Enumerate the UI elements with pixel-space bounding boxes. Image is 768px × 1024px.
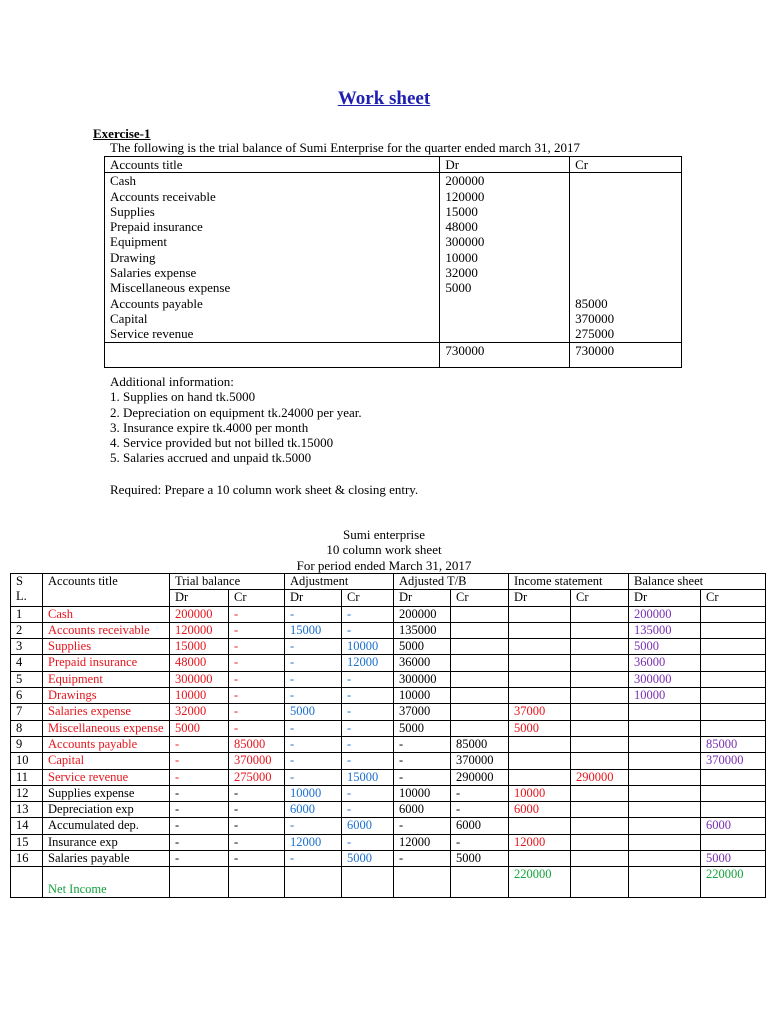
- worksheet-cell-adj-cr: -: [342, 802, 394, 818]
- worksheet-cell-sl: 2: [11, 622, 43, 638]
- worksheet-cell-title: Depreciation exp: [43, 802, 170, 818]
- worksheet-cell-tb-cr: -: [229, 785, 285, 801]
- worksheet-cell-atb-dr: 200000: [394, 606, 451, 622]
- worksheet-cell-is-cr: [571, 851, 629, 867]
- worksheet-cell-is-cr: 290000: [571, 769, 629, 785]
- dr-header: Dr: [509, 590, 571, 606]
- additional-heading: Additional information:: [110, 374, 234, 389]
- worksheet-cell-tb-cr: -: [229, 622, 285, 638]
- worksheet-cell-atb-dr: -: [394, 753, 451, 769]
- net-income-cell-adj-dr: [285, 867, 342, 898]
- worksheet-cell-title: Supplies: [43, 639, 170, 655]
- tb-cr-list: [570, 173, 682, 342]
- balance-sheet-group-header: Balance sheet: [629, 574, 766, 590]
- worksheet-cell-adj-dr: -: [285, 769, 342, 785]
- worksheet-cell-bs-dr: [629, 785, 701, 801]
- worksheet-cell-atb-dr: 37000: [394, 704, 451, 720]
- trial-balance-header-row: [105, 157, 682, 173]
- net-income-cell-is-cr: [571, 867, 629, 898]
- worksheet-cell-tb-cr: -: [229, 802, 285, 818]
- trial-balance-table: [104, 156, 682, 368]
- worksheet-cell-atb-cr: [451, 639, 509, 655]
- additional-item: 4. Service provided but not billed tk.15000: [110, 435, 334, 451]
- cr-header: Cr: [451, 590, 509, 606]
- worksheet-cell-title: Cash: [43, 606, 170, 622]
- cr-header: Cr: [571, 590, 629, 606]
- worksheet-cell-bs-dr: [629, 769, 701, 785]
- worksheet-cell-sl: 14: [11, 818, 43, 834]
- worksheet-cell-is-cr: [571, 606, 629, 622]
- tb-dr-value: 120000: [445, 188, 485, 204]
- worksheet-cell-bs-dr: 36000: [629, 655, 701, 671]
- tb-header-cr: Cr: [570, 157, 682, 173]
- worksheet-row: [11, 818, 766, 834]
- worksheet-cell-atb-cr: [451, 671, 509, 687]
- tb-header-accounts: Accounts title: [105, 157, 440, 173]
- worksheet-cell-sl: 15: [11, 834, 43, 850]
- worksheet-cell-is-cr: [571, 818, 629, 834]
- trial-balance-group-header: Trial balance: [170, 574, 285, 590]
- worksheet-cell-tb-cr: -: [229, 655, 285, 671]
- worksheet-cell-tb-cr: -: [229, 851, 285, 867]
- worksheet-cell-bs-cr: [701, 655, 766, 671]
- worksheet-cell-adj-cr: 6000: [342, 818, 394, 834]
- accounts-title-header: Accounts title: [43, 574, 170, 607]
- worksheet-cell-atb-cr: -: [451, 802, 509, 818]
- worksheet-subtitle: 10 column work sheet: [326, 542, 442, 558]
- worksheet-group-header-row: [11, 574, 766, 590]
- worksheet-cell-is-cr: [571, 655, 629, 671]
- worksheet-cell-atb-dr: 36000: [394, 655, 451, 671]
- worksheet-cell-bs-dr: [629, 802, 701, 818]
- worksheet-cell-atb-dr: 300000: [394, 671, 451, 687]
- worksheet-cell-atb-cr: -: [451, 785, 509, 801]
- worksheet-cell-tb-cr: 85000: [229, 736, 285, 752]
- worksheet-cell-sl: 9: [11, 736, 43, 752]
- worksheet-row: [11, 671, 766, 687]
- tb-cr-value: 85000: [575, 295, 608, 311]
- worksheet-cell-atb-dr: 135000: [394, 622, 451, 638]
- worksheet-cell-is-dr: [509, 851, 571, 867]
- worksheet-cell-sl: 13: [11, 802, 43, 818]
- worksheet-cell-is-dr: 37000: [509, 704, 571, 720]
- worksheet-cell-tb-dr: -: [170, 736, 229, 752]
- worksheet-cell-tb-cr: -: [229, 639, 285, 655]
- worksheet-cell-is-cr: [571, 785, 629, 801]
- worksheet-cell-tb-cr: 275000: [229, 769, 285, 785]
- tb-account: Drawing: [110, 249, 156, 265]
- worksheet-cell-title: Accumulated dep.: [43, 818, 170, 834]
- worksheet-cell-is-cr: [571, 704, 629, 720]
- worksheet-cell-bs-cr: 6000: [701, 818, 766, 834]
- worksheet-cell-title: Service revenue: [43, 769, 170, 785]
- worksheet-cell-adj-dr: 15000: [285, 622, 342, 638]
- worksheet-cell-atb-dr: -: [394, 851, 451, 867]
- worksheet-cell-tb-dr: 10000: [170, 688, 229, 704]
- worksheet-cell-adj-dr: 10000: [285, 785, 342, 801]
- additional-item: 1. Supplies on hand tk.5000: [110, 389, 256, 405]
- worksheet-cell-atb-dr: -: [394, 736, 451, 752]
- dr-header: Dr: [285, 590, 342, 606]
- worksheet-cell-tb-dr: 15000: [170, 639, 229, 655]
- worksheet-row: [11, 834, 766, 850]
- worksheet-cell-tb-dr: -: [170, 818, 229, 834]
- worksheet-cell-atb-cr: 6000: [451, 818, 509, 834]
- worksheet-cell-bs-dr: [629, 704, 701, 720]
- dr-header: Dr: [629, 590, 701, 606]
- exercise-label: Exercise-1: [93, 126, 151, 141]
- worksheet-cell-tb-cr: -: [229, 671, 285, 687]
- worksheet-cell-atb-cr: 85000: [451, 736, 509, 752]
- worksheet-cell-adj-cr: 5000: [342, 851, 394, 867]
- worksheet-period: For period ended March 31, 2017: [296, 557, 472, 573]
- worksheet-cell-is-dr: [509, 736, 571, 752]
- tb-dr-value: 15000: [445, 203, 478, 219]
- worksheet-cell-atb-dr: 10000: [394, 785, 451, 801]
- worksheet-cell-adj-dr: -: [285, 655, 342, 671]
- page-title: Work sheet: [337, 88, 431, 109]
- trial-balance-total-row: [105, 342, 682, 367]
- worksheet-row: [11, 785, 766, 801]
- worksheet-cell-tb-dr: 5000: [170, 720, 229, 736]
- worksheet-cell-sl: 8: [11, 720, 43, 736]
- tb-account: Salaries expense: [110, 265, 197, 281]
- cr-header: Cr: [701, 590, 766, 606]
- worksheet-cell-tb-dr: 120000: [170, 622, 229, 638]
- tb-account: Supplies: [110, 203, 155, 219]
- worksheet-cell-sl: 3: [11, 639, 43, 655]
- worksheet-cell-adj-dr: -: [285, 688, 342, 704]
- tb-dr-value: 300000: [445, 234, 485, 250]
- adjustment-group-header: Adjustment: [285, 574, 394, 590]
- worksheet-cell-title: Equipment: [43, 671, 170, 687]
- worksheet-cell-adj-dr: 12000: [285, 834, 342, 850]
- worksheet-cell-bs-dr: 200000: [629, 606, 701, 622]
- worksheet-cell-bs-cr: [701, 622, 766, 638]
- worksheet-cell-title: Insurance exp: [43, 834, 170, 850]
- income-statement-group-header: Income statement: [509, 574, 629, 590]
- worksheet-cell-sl: 6: [11, 688, 43, 704]
- worksheet-cell-adj-dr: -: [285, 736, 342, 752]
- worksheet-row: [11, 639, 766, 655]
- worksheet-cell-tb-dr: -: [170, 753, 229, 769]
- worksheet-cell-sl: 10: [11, 753, 43, 769]
- worksheet-cell-bs-dr: [629, 851, 701, 867]
- worksheet-cell-sl: 11: [11, 769, 43, 785]
- worksheet-cell-sl: 7: [11, 704, 43, 720]
- worksheet-cell-sl: 16: [11, 851, 43, 867]
- worksheet-cell-adj-cr: 15000: [342, 769, 394, 785]
- worksheet-cell-bs-dr: [629, 753, 701, 769]
- worksheet-cell-title: Miscellaneous expense: [43, 720, 170, 736]
- worksheet-cell-is-dr: [509, 639, 571, 655]
- worksheet-cell-adj-dr: -: [285, 606, 342, 622]
- tb-account: Accounts receivable: [110, 188, 216, 204]
- tb-dr-list: [440, 173, 570, 342]
- worksheet-cell-bs-cr: [701, 785, 766, 801]
- worksheet-cell-tb-dr: 200000: [170, 606, 229, 622]
- worksheet-cell-is-cr: [571, 720, 629, 736]
- worksheet-cell-tb-dr: -: [170, 802, 229, 818]
- worksheet-cell-adj-cr: -: [342, 834, 394, 850]
- tb-dr-value: 32000: [445, 265, 478, 281]
- tb-account: Capital: [110, 310, 148, 326]
- worksheet-cell-bs-cr: 370000: [701, 753, 766, 769]
- additional-item: 2. Depreciation on equipment tk.24000 per year.: [110, 404, 362, 420]
- worksheet-cell-adj-dr: 6000: [285, 802, 342, 818]
- net-income-cell-tb-cr: [229, 867, 285, 898]
- worksheet-cell-tb-dr: -: [170, 785, 229, 801]
- tb-account: Accounts payable: [110, 295, 203, 311]
- dr-header: Dr: [170, 590, 229, 606]
- required-text: Required: Prepare a 10 column work sheet & closing entry.: [110, 482, 419, 497]
- tb-dr-value: 200000: [445, 173, 485, 189]
- worksheet-cell-is-cr: [571, 639, 629, 655]
- tb-total-cr: 730000: [570, 342, 682, 367]
- tb-dr-value: 5000: [445, 280, 472, 296]
- additional-information: [110, 374, 362, 466]
- net-income-cell-adj-cr: [342, 867, 394, 898]
- tb-dr-value: 10000: [445, 249, 478, 265]
- worksheet-cell-sl: 4: [11, 655, 43, 671]
- worksheet-cell-is-dr: [509, 688, 571, 704]
- worksheet-cell-bs-dr: 300000: [629, 671, 701, 687]
- worksheet-cell-tb-cr: -: [229, 834, 285, 850]
- worksheet-cell-atb-cr: [451, 704, 509, 720]
- worksheet-cell-is-dr: 10000: [509, 785, 571, 801]
- worksheet-cell-tb-cr: -: [229, 818, 285, 834]
- worksheet-cell-title: Accounts receivable: [43, 622, 170, 638]
- worksheet-row: [11, 720, 766, 736]
- tb-accounts-list: [105, 173, 440, 342]
- worksheet-cell-is-dr: 6000: [509, 802, 571, 818]
- worksheet-cell-bs-dr: 5000: [629, 639, 701, 655]
- worksheet-cell-tb-cr: -: [229, 704, 285, 720]
- sl-header: S L.: [11, 574, 43, 607]
- worksheet-cell-adj-cr: 12000: [342, 655, 394, 671]
- worksheet-cell-atb-cr: -: [451, 834, 509, 850]
- tb-cr-value: 275000: [575, 326, 615, 342]
- worksheet-cell-is-cr: [571, 622, 629, 638]
- worksheet-cell-bs-cr: [701, 639, 766, 655]
- worksheet-cell-atb-cr: [451, 655, 509, 671]
- worksheet-cell-atb-cr: 5000: [451, 851, 509, 867]
- worksheet-cell-is-dr: 12000: [509, 834, 571, 850]
- worksheet-cell-adj-cr: -: [342, 736, 394, 752]
- worksheet-cell-atb-dr: 5000: [394, 639, 451, 655]
- worksheet-row: [11, 688, 766, 704]
- tb-header-dr: Dr: [440, 157, 570, 173]
- worksheet-cell-atb-dr: -: [394, 818, 451, 834]
- worksheet-cell-title: Accounts payable: [43, 736, 170, 752]
- worksheet-cell-is-dr: [509, 655, 571, 671]
- worksheet-cell-is-cr: [571, 688, 629, 704]
- worksheet-cell-tb-dr: -: [170, 834, 229, 850]
- worksheet-cell-is-dr: [509, 769, 571, 785]
- additional-item: 5. Salaries accrued and unpaid tk.5000: [110, 450, 312, 466]
- worksheet-cell-adj-cr: -: [342, 720, 394, 736]
- worksheet-cell-is-cr: [571, 834, 629, 850]
- tb-total-dr: 730000: [440, 342, 570, 367]
- worksheet-cell-bs-dr: [629, 834, 701, 850]
- worksheet-cell-bs-dr: [629, 736, 701, 752]
- worksheet-cell-atb-cr: [451, 688, 509, 704]
- worksheet-cell-tb-dr: -: [170, 851, 229, 867]
- worksheet-heading: [0, 527, 768, 573]
- worksheet-cell-is-dr: [509, 753, 571, 769]
- worksheet-cell-bs-dr: 135000: [629, 622, 701, 638]
- net-income-cell-bs-cr: 220000: [701, 867, 766, 898]
- worksheet-cell-atb-cr: 370000: [451, 753, 509, 769]
- tb-account: Cash: [110, 173, 136, 189]
- worksheet-cell-atb-dr: 6000: [394, 802, 451, 818]
- tb-total-label: [105, 342, 440, 367]
- worksheet-cell-sl: 5: [11, 671, 43, 687]
- worksheet-cell-is-cr: [571, 753, 629, 769]
- worksheet-cell-tb-dr: 32000: [170, 704, 229, 720]
- worksheet-row: [11, 753, 766, 769]
- worksheet-cell-atb-dr: 10000: [394, 688, 451, 704]
- worksheet-cell-bs-cr: [701, 671, 766, 687]
- worksheet-row: [11, 606, 766, 622]
- worksheet-row: [11, 736, 766, 752]
- worksheet-cell-adj-dr: -: [285, 818, 342, 834]
- worksheet-cell-atb-cr: [451, 720, 509, 736]
- net-income-cell-is-dr: 220000: [509, 867, 571, 898]
- net-income-cell-atb-dr: [394, 867, 451, 898]
- worksheet-table: [10, 573, 766, 898]
- worksheet-cell-is-dr: [509, 818, 571, 834]
- exercise-intro: The following is the trial balance of Sumi Enterprise for the quarter ended march 31, 2017: [110, 140, 581, 155]
- worksheet-cell-is-dr: [509, 671, 571, 687]
- worksheet-row: [11, 769, 766, 785]
- worksheet-cell-is-dr: [509, 606, 571, 622]
- worksheet-cell-adj-cr: -: [342, 753, 394, 769]
- worksheet-cell-adj-dr: -: [285, 720, 342, 736]
- worksheet-cell-title: Capital: [43, 753, 170, 769]
- worksheet-cell-bs-cr: [701, 802, 766, 818]
- worksheet-cell-atb-cr: 290000: [451, 769, 509, 785]
- worksheet-cell-adj-cr: -: [342, 671, 394, 687]
- worksheet-cell-adj-dr: -: [285, 753, 342, 769]
- trial-balance-body-row: [105, 173, 682, 342]
- worksheet-cell-tb-cr: -: [229, 688, 285, 704]
- worksheet-cell-atb-dr: -: [394, 769, 451, 785]
- worksheet-cell-title: Salaries payable: [43, 851, 170, 867]
- cr-header: Cr: [229, 590, 285, 606]
- worksheet-cell-adj-dr: 5000: [285, 704, 342, 720]
- worksheet-cell-atb-dr: 12000: [394, 834, 451, 850]
- worksheet-cell-is-cr: [571, 736, 629, 752]
- worksheet-cell-title: Drawings: [43, 688, 170, 704]
- worksheet-cell-bs-cr: [701, 688, 766, 704]
- worksheet-cell-title: Salaries expense: [43, 704, 170, 720]
- worksheet-cell-bs-cr: [701, 704, 766, 720]
- worksheet-cell-tb-dr: 48000: [170, 655, 229, 671]
- additional-item: 3. Insurance expire tk.4000 per month: [110, 419, 309, 435]
- net-income-cell-sl: [11, 867, 43, 898]
- worksheet-cell-title: Supplies expense: [43, 785, 170, 801]
- worksheet-cell-adj-dr: -: [285, 639, 342, 655]
- worksheet-row: [11, 704, 766, 720]
- worksheet-cell-bs-cr: [701, 606, 766, 622]
- worksheet-row: [11, 655, 766, 671]
- worksheet-cell-adj-cr: -: [342, 785, 394, 801]
- worksheet-cell-is-dr: [509, 622, 571, 638]
- worksheet-cell-bs-dr: [629, 818, 701, 834]
- worksheet-cell-is-dr: 5000: [509, 720, 571, 736]
- worksheet-cell-adj-cr: 10000: [342, 639, 394, 655]
- net-income-cell-atb-cr: [451, 867, 509, 898]
- dr-header: Dr: [394, 590, 451, 606]
- worksheet-cell-adj-cr: -: [342, 688, 394, 704]
- worksheet-cell-title: Prepaid insurance: [43, 655, 170, 671]
- tb-account: Equipment: [110, 234, 168, 250]
- worksheet-row: [11, 622, 766, 638]
- worksheet-row: [11, 802, 766, 818]
- tb-dr-value: 48000: [445, 219, 478, 235]
- net-income-cell-bs-dr: [629, 867, 701, 898]
- worksheet-cell-bs-cr: 85000: [701, 736, 766, 752]
- worksheet-cell-atb-dr: 5000: [394, 720, 451, 736]
- worksheet-cell-bs-cr: [701, 769, 766, 785]
- worksheet-row: [11, 851, 766, 867]
- worksheet-cell-is-cr: [571, 671, 629, 687]
- worksheet-cell-atb-cr: [451, 622, 509, 638]
- worksheet-cell-sl: 1: [11, 606, 43, 622]
- net-income-cell-tb-dr: [170, 867, 229, 898]
- worksheet-cell-atb-cr: [451, 606, 509, 622]
- worksheet-cell-adj-dr: -: [285, 671, 342, 687]
- worksheet-cell-adj-cr: -: [342, 622, 394, 638]
- worksheet-cell-bs-cr: [701, 834, 766, 850]
- worksheet-cell-tb-dr: -: [170, 769, 229, 785]
- net-income-row: [11, 867, 766, 898]
- worksheet-cell-tb-cr: -: [229, 720, 285, 736]
- worksheet-cell-adj-cr: -: [342, 704, 394, 720]
- tb-cr-value: 370000: [575, 310, 615, 326]
- cr-header: Cr: [342, 590, 394, 606]
- worksheet-cell-bs-cr: [701, 720, 766, 736]
- worksheet-company: Sumi enterprise: [343, 527, 425, 542]
- net-income-cell-title: Net Income: [43, 867, 170, 898]
- worksheet-cell-adj-cr: -: [342, 606, 394, 622]
- adjusted-tb-group-header: Adjusted T/B: [394, 574, 509, 590]
- worksheet-cell-bs-dr: 10000: [629, 688, 701, 704]
- worksheet-cell-bs-cr: 5000: [701, 851, 766, 867]
- tb-account: Miscellaneous expense: [110, 280, 231, 296]
- tb-account: Service revenue: [110, 326, 194, 342]
- worksheet-cell-tb-cr: -: [229, 606, 285, 622]
- worksheet-cell-tb-dr: 300000: [170, 671, 229, 687]
- worksheet-cell-sl: 12: [11, 785, 43, 801]
- worksheet-cell-bs-dr: [629, 720, 701, 736]
- worksheet-cell-is-cr: [571, 802, 629, 818]
- worksheet-cell-adj-dr: -: [285, 851, 342, 867]
- worksheet-cell-tb-cr: 370000: [229, 753, 285, 769]
- tb-account: Prepaid insurance: [110, 219, 203, 235]
